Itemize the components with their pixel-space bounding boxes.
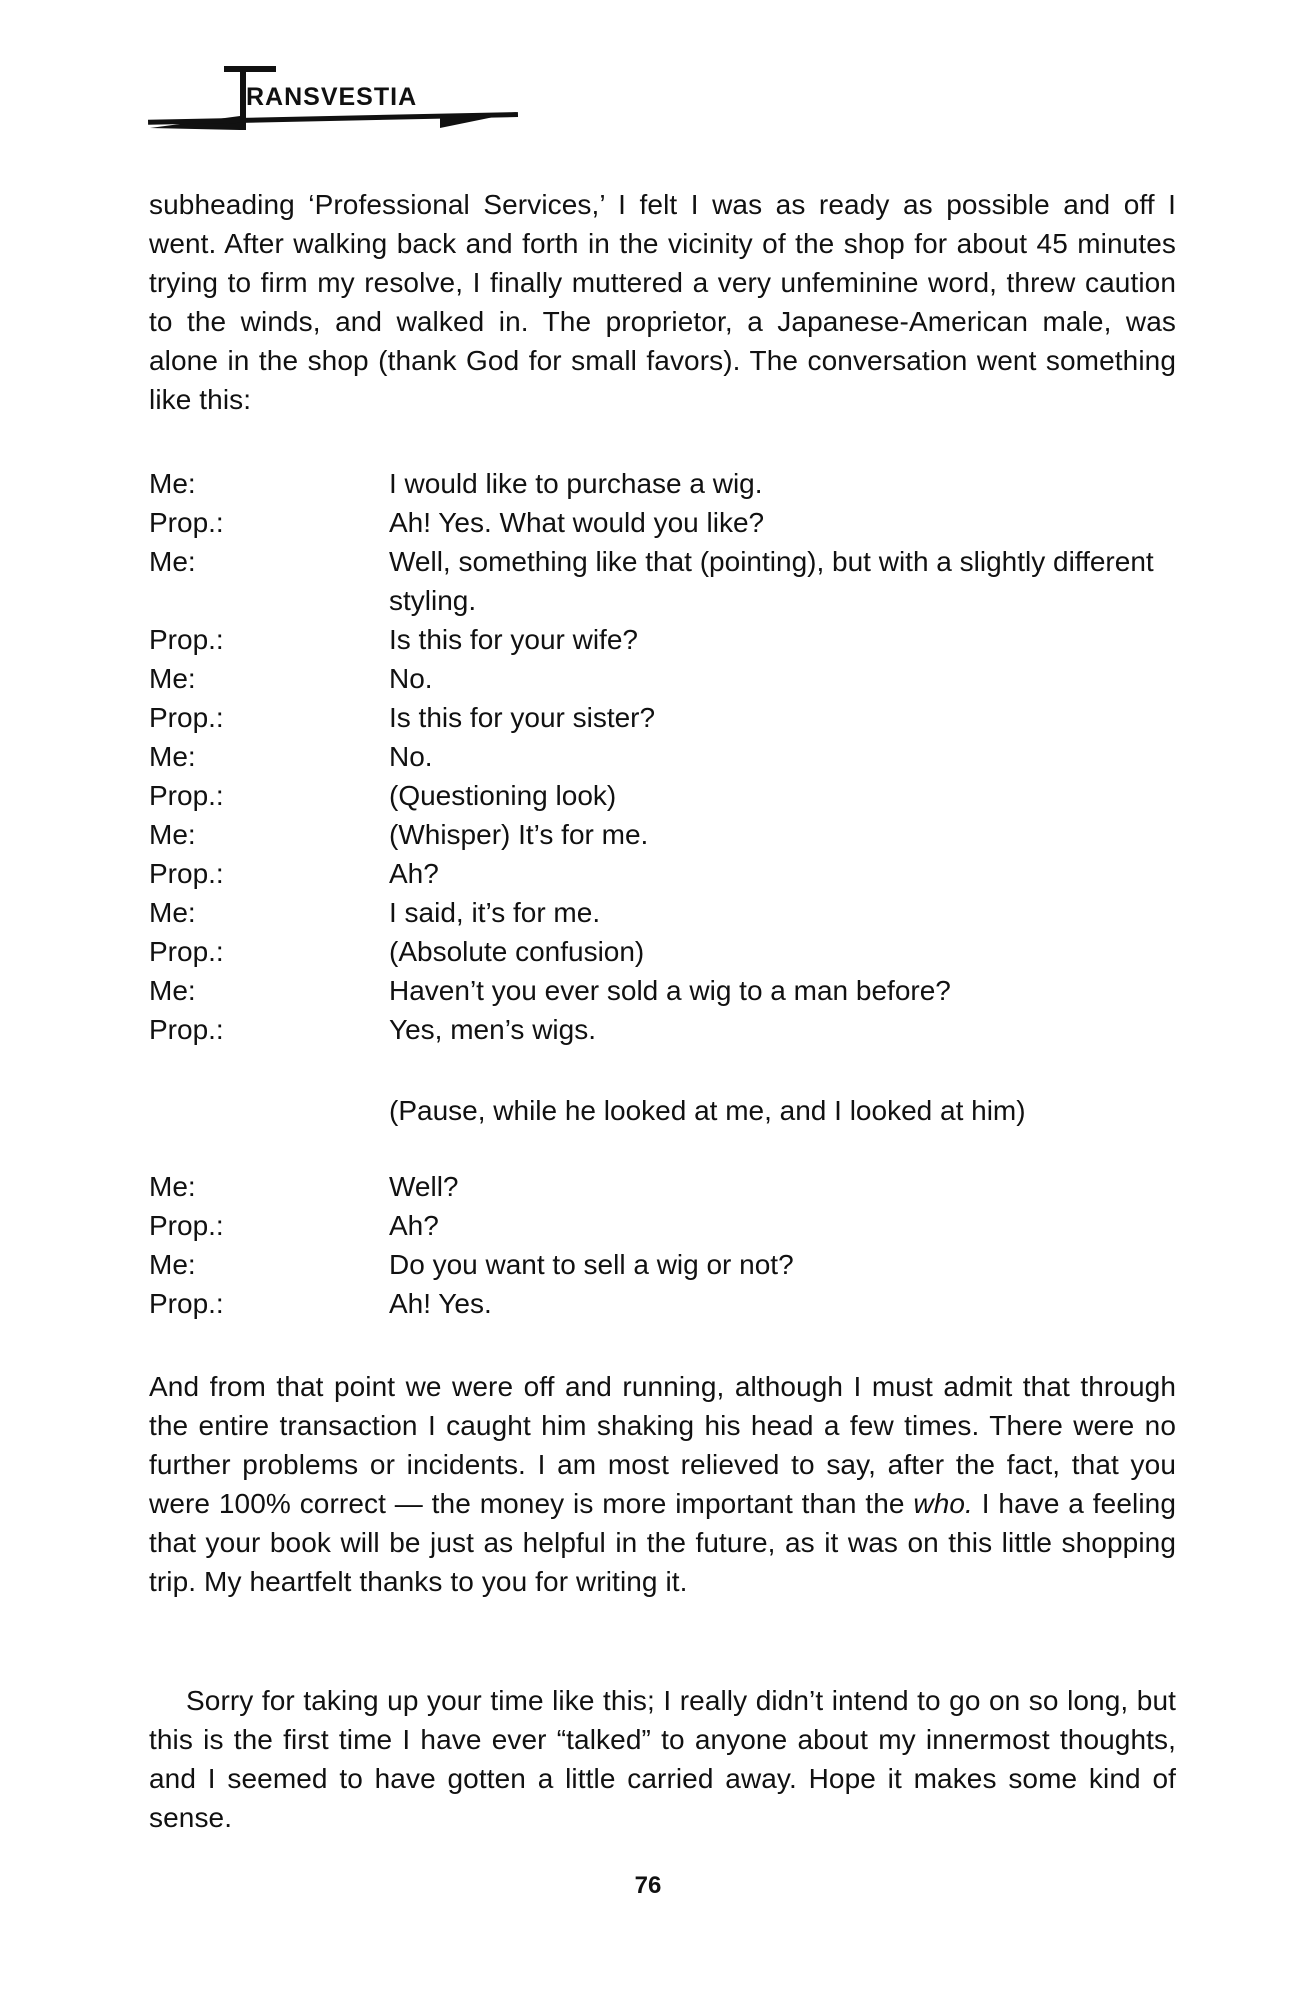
dialogue-speech: (Questioning look) [389, 780, 617, 811]
dialogue-line [149, 503, 1176, 542]
dialogue-line [149, 1010, 1176, 1049]
dialogue-speaker: Prop.: [149, 1210, 224, 1241]
pause-note: (Pause, while he looked at me, and I looked at him) [389, 1095, 1026, 1126]
dialogue-speaker: Prop.: [149, 858, 224, 889]
final-paragraph: Sorry for taking up your time like this; I really didn’t intend to go on so long, but this is the first time I have ever “talked” to anyone about my innermost thoughts, and I seemed to have gotten a little carried away. Hope it makes some kind of sense. [149, 1685, 1176, 1833]
dialogue-line [149, 854, 1176, 893]
dialogue-line [149, 893, 1176, 932]
dialogue-speech: Ah! Yes. [389, 1288, 492, 1319]
dialogue-speech: No. [389, 663, 433, 694]
dialogue-speaker: Prop.: [149, 1288, 224, 1319]
dialogue-line [149, 776, 1176, 815]
dialogue-speech: Do you want to sell a wig or not? [389, 1249, 794, 1280]
dialogue-line [149, 815, 1176, 854]
closing-text-after: I have a feeling that your book will be just as helpful in the future, as it was on this little shopping trip. My heartfelt thanks to you for writing it. [149, 1488, 1176, 1597]
dialogue-line [149, 464, 1176, 503]
dialogue-line [149, 542, 1176, 620]
dialogue-line [149, 1206, 1176, 1245]
dialogue-speech: Well, something like that (pointing), but with a slightly different styling. [389, 546, 1154, 616]
dialogue-speaker: Me: [149, 1249, 196, 1280]
dialogue-part-2 [149, 1167, 1176, 1323]
dialogue-speech: Ah? [389, 858, 439, 889]
dialogue-speaker: Me: [149, 741, 196, 772]
dialogue-speaker: Prop.: [149, 702, 224, 733]
dialogue-speech: Haven’t you ever sold a wig to a man before? [389, 975, 951, 1006]
dialogue-speaker: Prop.: [149, 1014, 224, 1045]
dialogue-line [149, 1245, 1176, 1284]
dialogue-speaker: Me: [149, 546, 196, 577]
dialogue-speaker: Prop.: [149, 780, 224, 811]
dialogue-line [149, 620, 1176, 659]
dialogue-line [149, 932, 1176, 971]
dialogue-speech: Yes, men’s wigs. [389, 1014, 596, 1045]
masthead-title: RANSVESTIA [246, 83, 418, 111]
dialogue-speech: (Absolute confusion) [389, 936, 645, 967]
dialogue-speech: I would like to purchase a wig. [389, 468, 763, 499]
dialogue-speaker: Me: [149, 819, 196, 850]
dialogue-speaker: Me: [149, 663, 196, 694]
dialogue-speaker: Me: [149, 897, 196, 928]
masthead [140, 58, 520, 138]
dialogue-speaker: Prop.: [149, 936, 224, 967]
dialogue-speech: (Whisper) It’s for me. [389, 819, 649, 850]
dialogue-speaker: Me: [149, 975, 196, 1006]
dialogue-line [149, 1167, 1176, 1206]
dialogue-speech: Is this for your sister? [389, 702, 656, 733]
dialogue-speaker: Prop.: [149, 624, 224, 655]
dialogue-line [149, 737, 1176, 776]
dialogue-speech: Is this for your wife? [389, 624, 638, 655]
dialogue-speech: Ah? [389, 1210, 439, 1241]
dialogue-part-1 [149, 464, 1176, 1049]
dialogue-line [149, 1284, 1176, 1323]
dialogue-speech: Ah! Yes. What would you like? [389, 507, 765, 538]
page-number: 76 [634, 1872, 662, 1899]
opening-paragraph: subheading ‘Professional Services,’ I felt I was as ready as possible and off I went. After walking back and forth in the vicinity of the shop for about 45 minutes trying to firm my resolve, I finally muttered a very unfeminine word, threw caution to the winds, and walked in. The proprietor, a Japanese-American male, was alone in the shop (thank God for small favors). The conversation went something like this: [149, 189, 1176, 415]
dialogue-line [149, 659, 1176, 698]
dialogue-line [149, 698, 1176, 737]
dialogue-speech: Well? [389, 1171, 459, 1202]
dialogue-speech: I said, it’s for me. [389, 897, 601, 928]
dialogue-speaker: Me: [149, 1171, 196, 1202]
dialogue-line [149, 971, 1176, 1010]
closing-paragraph [149, 1367, 1176, 1601]
closing-emphasis: who. [913, 1488, 973, 1519]
dialogue-speaker: Me: [149, 468, 196, 499]
dialogue-speech: No. [389, 741, 433, 772]
dialogue-speaker: Prop.: [149, 507, 224, 538]
closing-text-before: And from that point we were off and running, although I must admit that through the entire transaction I caught him shaking his head a few times. There were no further problems or incidents. I am most relieved to say, after the fact, that you were 100% correct — the money is more important than the [149, 1371, 1176, 1519]
